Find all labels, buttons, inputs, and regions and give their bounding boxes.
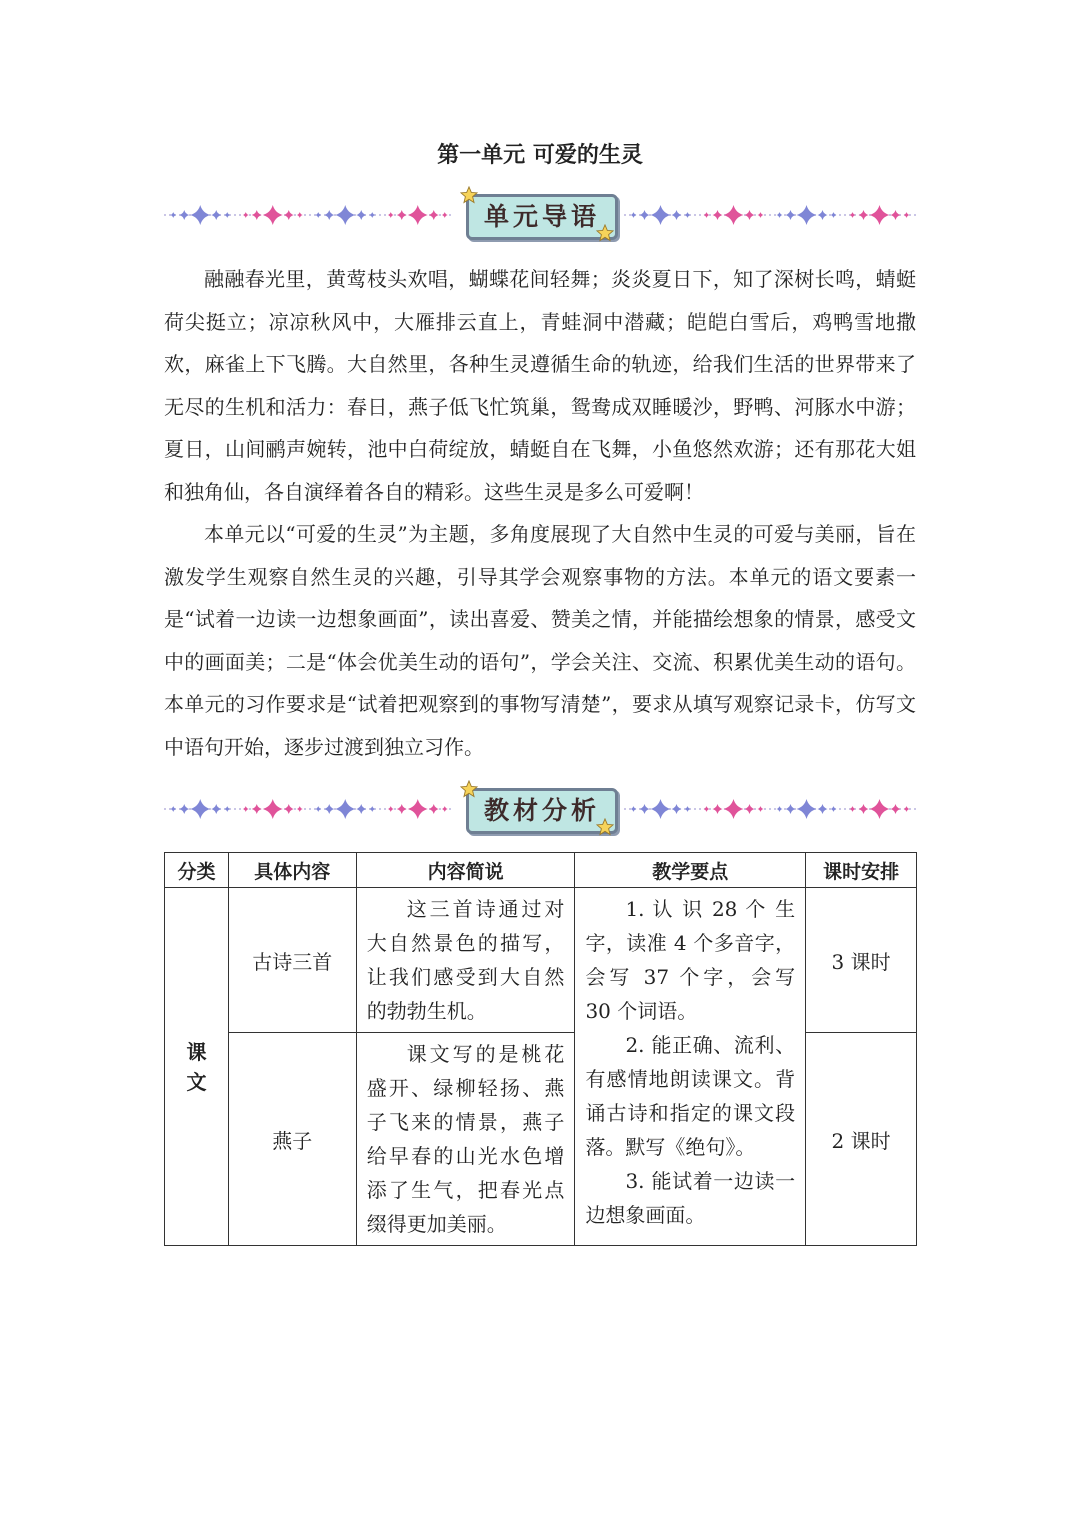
sparkle-icon bbox=[356, 804, 366, 814]
sparkle-icon bbox=[904, 806, 910, 812]
sparkle-icon bbox=[891, 804, 901, 814]
category-cell bbox=[165, 888, 229, 1246]
sparkle-icon bbox=[672, 804, 682, 814]
sparkle-icon bbox=[388, 806, 394, 812]
sparkle-icon bbox=[704, 212, 710, 218]
header-content: 具体内容 bbox=[228, 853, 356, 888]
sparkle-icon bbox=[369, 212, 375, 218]
sparkle-icon bbox=[713, 804, 723, 814]
sparkle-icon bbox=[786, 804, 796, 814]
sparkle-icon bbox=[442, 806, 448, 812]
section-label-intro: 单元导语 bbox=[483, 202, 600, 231]
sparkle-icon bbox=[356, 210, 366, 220]
sparkle-icon bbox=[243, 806, 249, 812]
sparkle-icon bbox=[640, 210, 650, 220]
sparkle-icon bbox=[179, 804, 189, 814]
section-divider-analysis bbox=[164, 782, 916, 838]
sparkle-icon bbox=[777, 806, 783, 812]
sparkle-icon bbox=[190, 799, 210, 819]
sparkle-icon bbox=[631, 806, 637, 812]
sparkle-icon bbox=[859, 804, 869, 814]
sparkle-icon bbox=[724, 799, 744, 819]
sparkle-icon bbox=[284, 210, 294, 220]
page-title: 第一单元 可爱的生灵 bbox=[437, 143, 643, 168]
sparkle-icon bbox=[397, 210, 407, 220]
sparkle-icon bbox=[243, 212, 249, 218]
summary-text: 课文写的是桃花盛开、绿柳轻扬、燕子飞来的情景，燕子给早春的山光水色增添了生气，把春光点缀得更加美丽。 bbox=[366, 1042, 565, 1236]
sparkle-icon bbox=[651, 205, 671, 225]
star-icon bbox=[460, 780, 478, 798]
sparkle-icon bbox=[758, 806, 764, 812]
sparkle-icon bbox=[904, 212, 910, 218]
sparkle-icon bbox=[335, 205, 355, 225]
sparkle-icon bbox=[263, 799, 283, 819]
sparkle-icon bbox=[408, 799, 428, 819]
sparkle-icon bbox=[631, 212, 637, 218]
star-icon bbox=[460, 186, 478, 204]
sparkle-icon bbox=[704, 806, 710, 812]
sparkle-icon bbox=[891, 210, 901, 220]
sparkle-icon bbox=[224, 212, 230, 218]
sparkle-icon bbox=[335, 799, 355, 819]
sparkle-icon bbox=[850, 212, 856, 218]
intro-paragraph-1: 融融春光里，黄莺枝头欢唱，蝴蝶花间轻舞；炎炎夏日下，知了深树长鸣，蜻蜓荷尖挺立；凉凉秋风中，大雁排云直上，青蛙洞中潜藏；皑皑白雪后，鸡鸭雪地撒欢，麻雀上下飞腾。大自然里，各种生灵遵循生命的轨迹，给我们生活的世界带来了无尽的生机和活力：春日，燕子低飞忙筑巢，鸳鸯成双睡暖沙，野鸭、河豚水中游；夏日，山间鹂声婉转，池中白荷绽放，蜻蜓自在飞舞，小鱼悠然欢游；还有那花大姐和独角仙，各自演绎着各自的精彩。这些生灵是多么可爱啊！ bbox=[164, 267, 916, 504]
sparkle-icon bbox=[818, 210, 828, 220]
sparkle-icon bbox=[870, 205, 890, 225]
content-cell: 燕子 bbox=[228, 1033, 356, 1246]
header-category: 分类 bbox=[165, 853, 229, 888]
sparkle-icon bbox=[831, 806, 837, 812]
sparkle-icon bbox=[713, 210, 723, 220]
star-icon bbox=[596, 818, 614, 836]
intro-paragraph-2: 本单元以“可爱的生灵”为主题，多角度展现了大自然中生灵的可爱与美丽，旨在激发学生观察自然生灵的兴趣，引导其学会观察事物的方法。本单元的语文要素一是“试着一边读一边想象画面”，读出喜爱、赞美之情，并能描绘想象的情景，感受文中的画面美；二是“体会优美生动的语句”，学会关注、交流、积累优美生动的语句。本单元的习作要求是“试着把观察到的事物写清楚”，要求从填写观察记录卡，仿写文中语句开始，逐步过渡到独立习作。 bbox=[164, 522, 916, 759]
sparkle-icon bbox=[224, 806, 230, 812]
sparkle-icon bbox=[252, 804, 262, 814]
sparkle-icon bbox=[297, 806, 303, 812]
sparkle-icon bbox=[211, 210, 221, 220]
sparkle-icon bbox=[651, 799, 671, 819]
sparkle-icon bbox=[315, 212, 321, 218]
sparkle-icon bbox=[263, 205, 283, 225]
analysis-table bbox=[164, 852, 917, 1246]
summary-text: 这三首诗通过对大自然景色的描写，让我们感受到大自然的勃勃生机。 bbox=[366, 897, 565, 1023]
sparkle-icon bbox=[170, 212, 176, 218]
content-cell: 古诗三首 bbox=[228, 888, 356, 1033]
sparkle-icon bbox=[211, 804, 221, 814]
sparkle-icon bbox=[786, 210, 796, 220]
summary-cell bbox=[356, 1033, 575, 1246]
point-item: 3. 能试着一边读一边想象画面。 bbox=[585, 1169, 796, 1227]
sparkle-icon bbox=[640, 804, 650, 814]
sparkle-icon bbox=[745, 210, 755, 220]
points-cell bbox=[575, 888, 806, 1246]
sparkle-icon bbox=[831, 212, 837, 218]
sparkle-icon bbox=[324, 210, 334, 220]
hours-cell: 2 课时 bbox=[806, 1033, 917, 1246]
hours-cell: 3 课时 bbox=[806, 888, 917, 1033]
sparkle-icon bbox=[797, 205, 817, 225]
sparkle-icon bbox=[429, 804, 439, 814]
sparkle-icon bbox=[818, 804, 828, 814]
header-points: 教学要点 bbox=[575, 853, 806, 888]
sparkle-icon bbox=[758, 212, 764, 218]
point-item: 2. 能正确、流利、有感情地朗读课文。背诵古诗和指定的课文段落。默写《绝句》。 bbox=[585, 1033, 796, 1159]
table-row bbox=[165, 888, 917, 1033]
header-hours: 课时安排 bbox=[806, 853, 917, 888]
sparkle-icon bbox=[284, 804, 294, 814]
sparkle-icon bbox=[859, 210, 869, 220]
section-divider-intro bbox=[164, 188, 916, 244]
sparkle-icon bbox=[179, 210, 189, 220]
sparkle-icon bbox=[369, 806, 375, 812]
table-header-row bbox=[165, 853, 917, 888]
sparkle-icon bbox=[442, 212, 448, 218]
category-label: 课 文 bbox=[186, 1039, 207, 1094]
sparkle-icon bbox=[429, 210, 439, 220]
sparkle-icon bbox=[252, 210, 262, 220]
summary-cell bbox=[356, 888, 575, 1033]
sparkle-icon bbox=[408, 205, 428, 225]
header-summary: 内容简说 bbox=[356, 853, 575, 888]
sparkle-icon bbox=[745, 804, 755, 814]
sparkle-icon bbox=[724, 205, 744, 225]
sparkle-icon bbox=[685, 212, 691, 218]
sparkle-icon bbox=[170, 806, 176, 812]
sparkle-icon bbox=[797, 799, 817, 819]
sparkle-icon bbox=[672, 210, 682, 220]
sparkle-icon bbox=[685, 806, 691, 812]
sparkle-icon bbox=[297, 212, 303, 218]
sparkle-icon bbox=[190, 205, 210, 225]
sparkle-icon bbox=[777, 212, 783, 218]
sparkle-icon bbox=[870, 799, 890, 819]
sparkle-icon bbox=[850, 806, 856, 812]
sparkle-icon bbox=[324, 804, 334, 814]
point-item: 1. 认 识 28 个 生 字，读准 4 个多音字，会写 37 个字，会写 30 个词语。 bbox=[585, 897, 796, 1023]
sparkle-icon bbox=[388, 212, 394, 218]
section-label-analysis: 教材分析 bbox=[483, 796, 600, 825]
star-icon bbox=[596, 224, 614, 242]
sparkle-icon bbox=[397, 804, 407, 814]
sparkle-icon bbox=[315, 806, 321, 812]
